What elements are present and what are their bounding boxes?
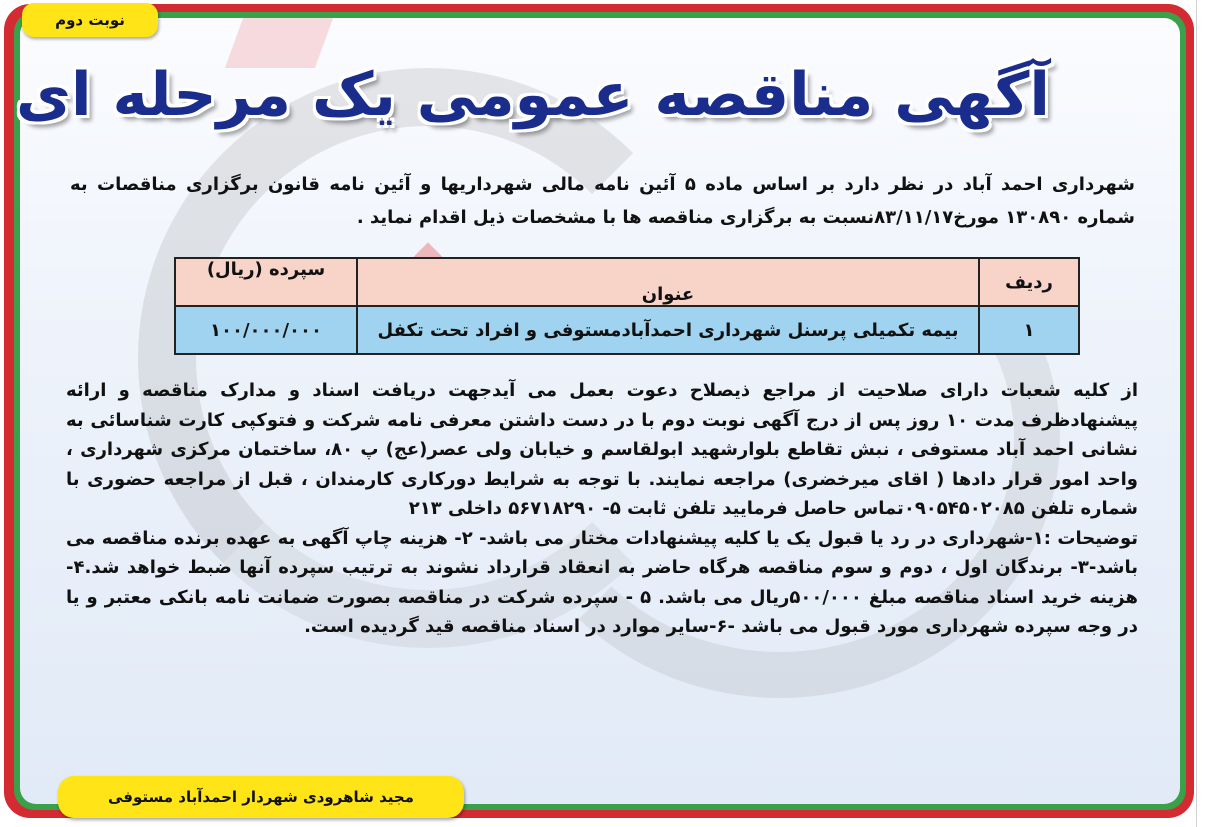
header-subject: عنوان <box>357 258 979 306</box>
signature-badge: مجید شاهرودی شهردار احمدآباد مستوفی <box>58 776 464 818</box>
notice-title: آگهی مناقصه عمومی یک مرحله ای <box>16 60 1050 130</box>
table-row <box>175 306 1079 354</box>
notice-body <box>66 376 1138 642</box>
tender-table <box>174 257 1080 355</box>
cell-deposit: ۱۰۰/۰۰۰/۰۰۰ <box>175 306 357 354</box>
intro-paragraph: شهرداری احمد آباد در نظر دارد بر اساس ماده ۵ آئین نامه مالی شهرداریها و آئین نامه قانون برگزاری مناقصات به شماره ۱۳۰۸۹۰ مورخ۸۳/۱۱/۱۷نسبت به برگزاری مناقصه ها با مشخصات ذیل اقدام نماید . <box>70 174 1135 228</box>
table-header-row <box>175 258 1079 306</box>
cell-subject: بیمه تکمیلی پرسنل شهرداری احمدآبادمستوفی و افراد تحت تکفل <box>357 306 979 354</box>
page-edge <box>1196 0 1205 827</box>
invitation-paragraph: از کلیه شعبات دارای صلاحیت از مراجع ذیصلاح دعوت بعمل می آیدجهت دریافت اسناد و مدارک مناقصه و ارائه پیشنهادظرف مدت ۱۰ روز پس از درج آگهی نوبت دوم با در دست داشتن معرفی نامه شرکت و فتوکپی کارت شناسائی به نشانی احمد آباد مستوفی ، نبش تقاطع بلوارشهید ابولقاسم و خیابان ولی عصر(عج) پ ۸۰، ساختمان مرکزی شهرداری ، واحد امور قرار دادها ( اقای میرخضری) مراجعه نمایند. با توجه به شرایط دورکاری کارمندان ، قبل از مراجعه حضوری با شماره تلفن ۰۹۰۵۴۵۰۲۰۸۵تماس حاصل فرمایید تلفن ثابت ۵- ۵۶۷۱۸۲۹۰ داخلی ۲۱۳ <box>66 380 1138 519</box>
header-deposit: سپرده (ریال) <box>175 258 357 306</box>
cell-row-number: ۱ <box>979 306 1079 354</box>
notes-paragraph: توضیحات :۱-شهرداری در رد یا قبول یک یا کلیه پیشنهادات مختار می باشد- ۲- هزینه چاپ آگهی به عهده برنده مناقصه می باشد-۳- برندگان اول ، دوم و سوم مناقصه هرگاه حاضر به انعقاد قرارداد نشوند به ترتیب سپرده آنها ضبط خواهد شد.۴- هزینه خرید اسناد مناقصه مبلغ ۵۰۰/۰۰۰ریال می باشد. ۵ - سپرده شرکت در مناقصه بصورت ضمانت نامه بانکی معتبر و یا در وجه سپرده شهرداری مورد قبول می باشد -۶-سایر موارد در اسناد مناقصه قید گردیده است. <box>66 527 1139 637</box>
round-badge: نوبت دوم <box>22 3 158 37</box>
header-row-number: ردیف <box>979 258 1079 306</box>
